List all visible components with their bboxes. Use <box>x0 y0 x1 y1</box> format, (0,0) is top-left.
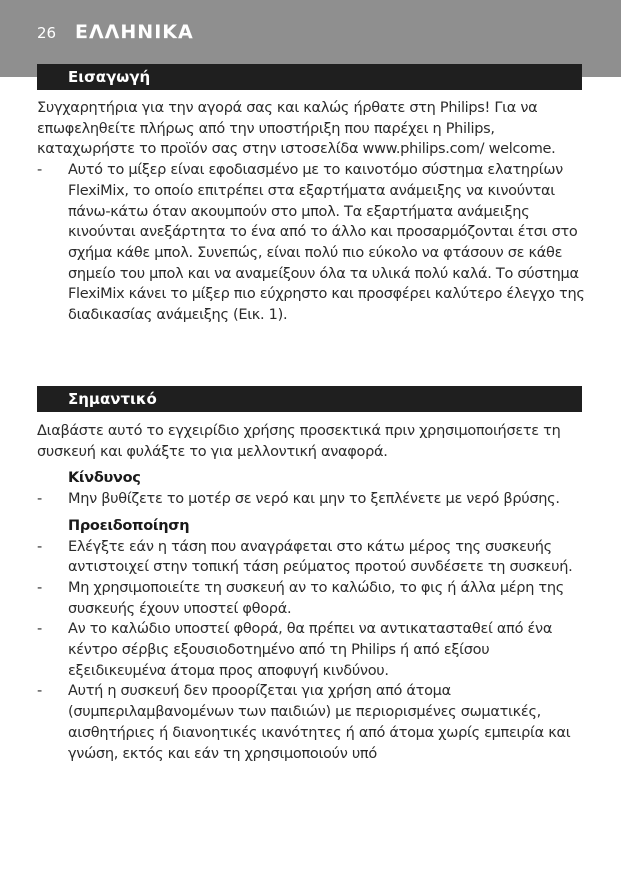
danger-heading: Κίνδυνος <box>68 470 141 487</box>
list-item <box>37 578 590 619</box>
section-title-important: Σημαντικό <box>68 390 157 408</box>
intro-paragraph: Συγχαρητήρια για την αγορά σας και καλώς ήρθατε στη Philips! Για να επωφεληθείτε πλήρως από την υποστήριξη που παρέχει η Philips, καταχωρήστε το προϊόν σας στην ιστοσελίδα www.philips.com/ welcome. <box>37 100 556 158</box>
section-header-intro <box>37 64 582 90</box>
list-item-text: Μην βυθίζετε το μοτέρ σε νερό και μην το ξεπλένετε με νερό βρύσης. <box>68 491 560 508</box>
list-item <box>37 619 590 681</box>
list-item <box>37 489 590 510</box>
page-number: 26 <box>37 24 57 42</box>
list-item <box>37 160 590 326</box>
list-item <box>37 537 590 578</box>
section-header-important <box>37 386 582 412</box>
dash-bullet: - <box>37 683 42 700</box>
dash-bullet: - <box>37 621 42 638</box>
list-item-text: Αυτή η συσκευή δεν προορίζεται για χρήση από άτομα (συμπεριλαμβανομένων των παιδιών) με περιορισμένες σωματικές, αισθητήριες ή διανοητικές ικανότητες ή από άτομα χωρίς εμπειρία και γνώση, εκτός και εάν τη χρησιμοποιούν υπό <box>68 683 571 762</box>
section-title-intro: Εισαγωγή <box>68 68 151 86</box>
list-item-text: Μη χρησιμοποιείτε τη συσκευή αν το καλώδιο, το φις ή άλλα μέρη της συσκευής έχουν υποστεί φθορά. <box>68 579 564 617</box>
dash-bullet: - <box>37 162 42 179</box>
dash-bullet: - <box>37 579 42 596</box>
important-content <box>37 421 590 764</box>
list-item-text: Ελέγξτε εάν η τάση που αναγράφεται στο κάτω μέρος της συσκευής αντιστοιχεί στην τοπική τάση ρεύματος προτού συνδέσετε τη συσκευή. <box>68 538 573 576</box>
list-item <box>37 681 590 764</box>
list-item-text: Αν το καλώδιο υποστεί φθορά, θα πρέπει να αντικατασταθεί από ένα κέντρο σέρβις εξουσιοδοτημένο από τη Philips ή από εξίσου εξειδικευμένα άτομα προς αποφυγή κινδύνου. <box>68 621 553 679</box>
dash-bullet: - <box>37 491 42 508</box>
important-paragraph: Διαβάστε αυτό το εγχειρίδιο χρήσης προσεκτικά πριν χρησιμοποιήσετε τη συσκευή και φυλάξτε το για μελλοντική αναφορά. <box>37 423 561 460</box>
intro-content <box>37 98 590 326</box>
language-title: ΕΛΛΗΝΙΚΑ <box>75 21 194 43</box>
warning-heading: Προειδοποίηση <box>68 517 190 534</box>
dash-bullet: - <box>37 538 42 555</box>
list-item-text: Αυτό το μίξερ είναι εφοδιασμένο με το καινοτόμο σύστημα ελατηρίων FlexiMix, το οποίο επιτρέπει στα εξαρτήματα ανάμειξης να κινούνται πάνω-κάτω όταν ακουμπούν στο μπολ. Τα εξαρτήματα ανάμειξης κινούνται ανεξάρτητα το ένα από το άλλο και προσαρμόζονται έτσι στο σχήμα κάθε μπολ. Συνεπώς, είναι πολύ πιο εύκολο να φτάσουν σε κάθε σημείο του μπολ και να αναμείξουν όλα τα υλικά πολύ καλά. Το σύστημα FlexiMix κάνει το μίξερ πιο εύχρηστο και προσφέρει καλύτερο έλεγχο της διαδικασίας ανάμειξης (Εικ. 1). <box>68 162 585 324</box>
